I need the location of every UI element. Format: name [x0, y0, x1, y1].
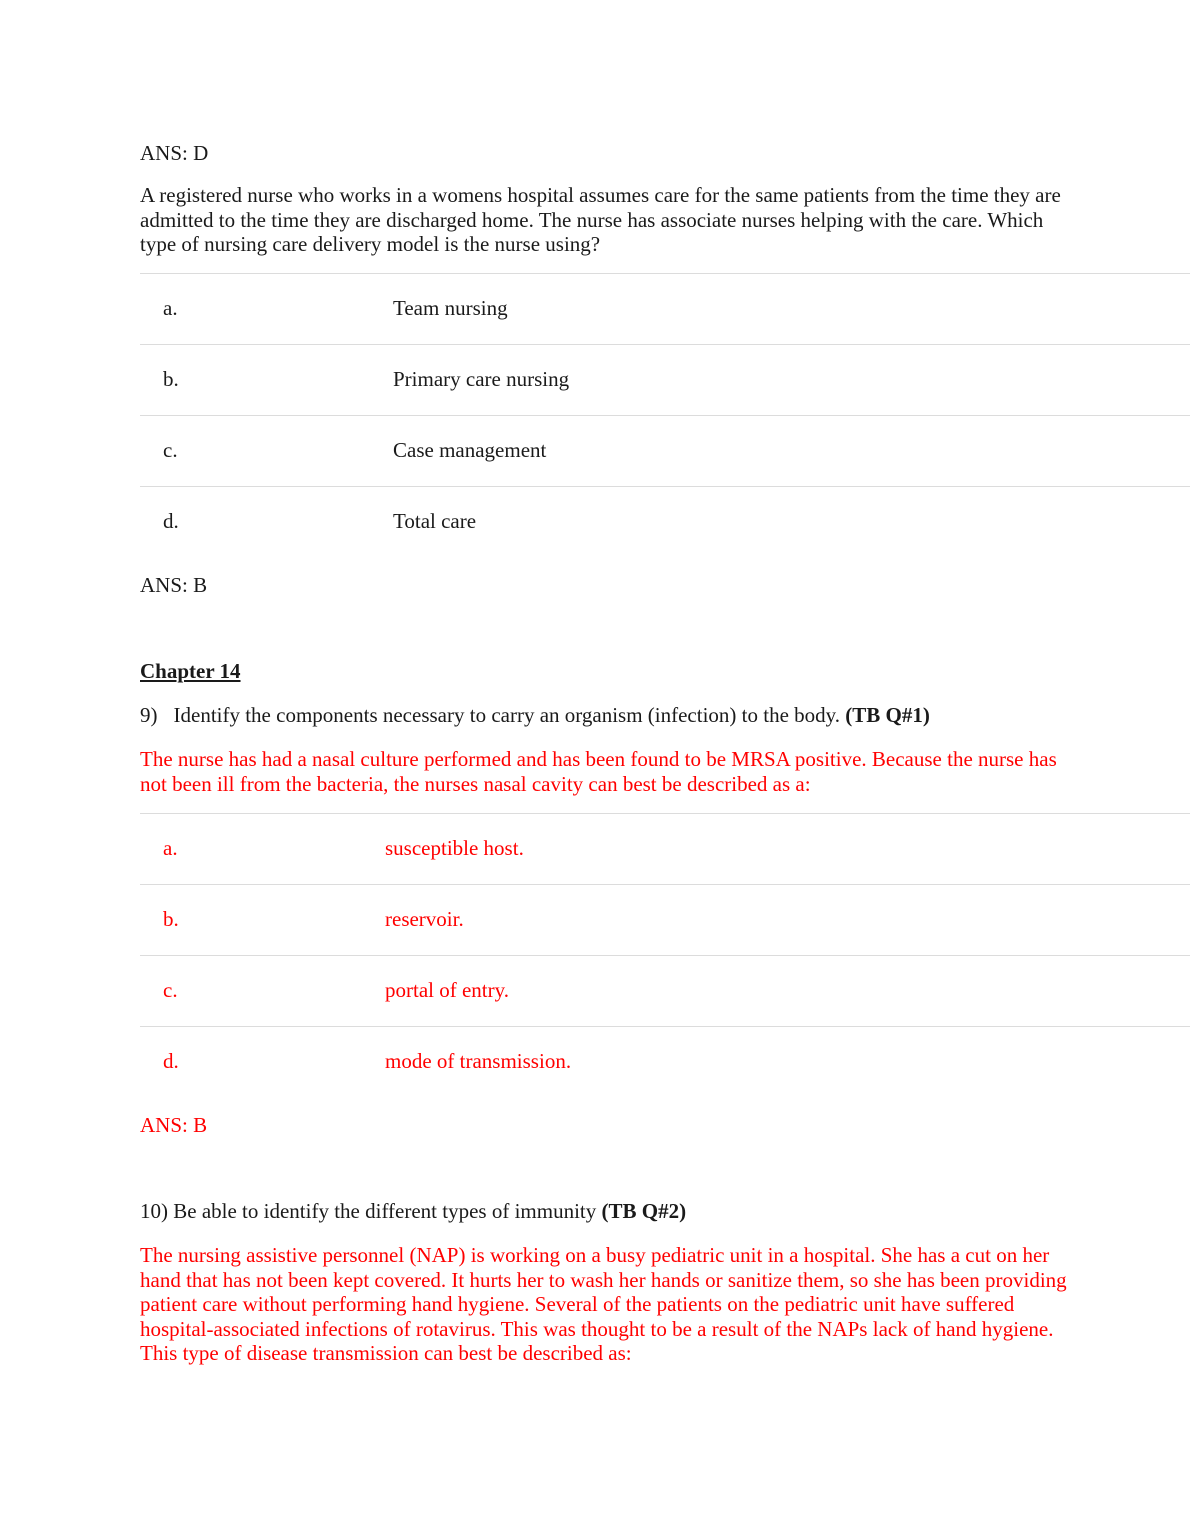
- question-text: The nursing assistive personnel (NAP) is working on a busy pediatric unit in a hospital. She has a cut on her hand that has not been kept covered. It hurts her to wash her hands or sanitize them, so she has been providing patient care without performing hand hygiene. Several of the patients on the pediatric unit have suffered hospital-associated infections of rotavirus. This was thought to be a result of the NAPs lack of hand hygiene. This type of disease transmission can best be described as:: [140, 1243, 1067, 1365]
- option-letter: c.: [163, 978, 178, 1002]
- option-text: Primary care nursing: [393, 367, 570, 391]
- option-letter: a.: [163, 296, 178, 320]
- option-text: Case management: [393, 438, 547, 462]
- objective-number: 10): [140, 1199, 168, 1223]
- objective-line: [140, 703, 930, 728]
- option-letter: b.: [163, 367, 179, 391]
- answer-line: ANS: B: [140, 573, 208, 597]
- option-text: Total care: [393, 509, 477, 533]
- option-letter: d.: [163, 509, 179, 533]
- option-row: [140, 1027, 1190, 1097]
- objective-ref: (TB Q#2): [601, 1199, 687, 1223]
- option-row: [140, 814, 1190, 885]
- option-row: [140, 487, 1190, 557]
- objective-text: Be able to identify the different types of immunity: [173, 1199, 597, 1223]
- option-letter: c.: [163, 438, 178, 462]
- objective-ref: (TB Q#1): [845, 703, 930, 727]
- option-row: [140, 956, 1190, 1027]
- question-text: The nurse has had a nasal culture performed and has been found to be MRSA positive. Because the nurse has not been ill from the bacteria, the nurses nasal cavity can best be described as a:: [140, 747, 1057, 796]
- option-text: reservoir.: [385, 907, 464, 931]
- option-row: [140, 274, 1190, 345]
- option-letter: a.: [163, 836, 178, 860]
- question-text: A registered nurse who works in a womens hospital assumes care for the same patients from the time they are admitted to the time they are discharged home. The nurse has associate nurses helping with the care. Which type of nursing care delivery model is the nurse using?: [140, 183, 1061, 256]
- chapter-heading: Chapter 14: [140, 659, 241, 683]
- option-text: portal of entry.: [385, 978, 510, 1002]
- objective-text: Identify the components necessary to carry an organism (infection) to the body.: [173, 703, 841, 727]
- option-text: Team nursing: [393, 296, 508, 320]
- option-letter: b.: [163, 907, 179, 931]
- option-row: [140, 885, 1190, 956]
- options-table: [140, 813, 1190, 1097]
- option-text: mode of transmission.: [385, 1049, 572, 1073]
- option-row: [140, 416, 1190, 487]
- options-table: [140, 273, 1190, 557]
- option-text: susceptible host.: [385, 836, 524, 860]
- answer-line: ANS: D: [140, 141, 209, 165]
- answer-line: ANS: B: [140, 1113, 208, 1137]
- option-letter: d.: [163, 1049, 179, 1073]
- option-row: [140, 345, 1190, 416]
- objective-number: 9): [140, 703, 158, 727]
- objective-line: [140, 1199, 686, 1224]
